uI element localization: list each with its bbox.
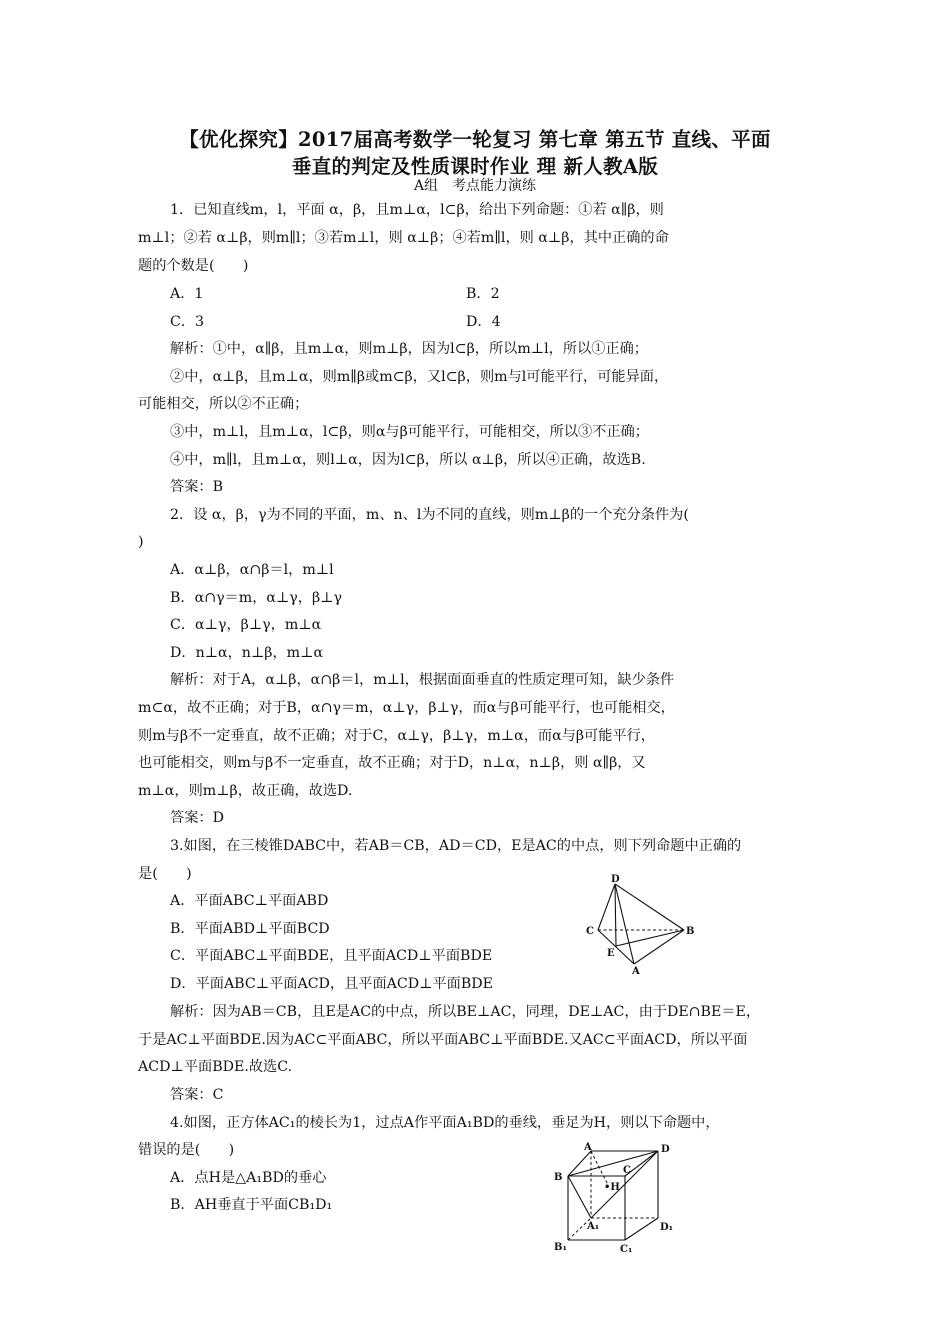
- label-a: A: [632, 966, 640, 977]
- q2-option-b: B．α∩γ＝m，α⊥γ，β⊥γ: [170, 590, 343, 606]
- q3-explanation-line-2: 于是AC⊥平面BDE.因为AC⊂平面ABC，所以平面ABC⊥平面BDE.又AC⊂平面ACD，所以平面: [138, 1032, 748, 1048]
- q2-explanation-line-2: m⊂α，故不正确；对于B，α∩γ＝m，α⊥γ，β⊥γ，而α与β可能平行，也可能相交，: [138, 700, 675, 716]
- q4-stem-line-2: 错误的是( ): [138, 1142, 235, 1158]
- q2-option-a: A．α⊥β，α∩β＝l，m⊥l: [170, 562, 334, 578]
- label-b1: B₁: [554, 1242, 567, 1253]
- label-c: C: [586, 926, 594, 937]
- label-d: D: [611, 874, 620, 885]
- q1-option-d: D．4: [466, 314, 501, 330]
- label-b: B: [686, 926, 695, 937]
- label-a: A: [584, 1142, 592, 1153]
- q3-option-c: C．平面ABC⊥平面BDE，且平面ACD⊥平面BDE: [170, 948, 493, 964]
- q2-stem-line-1: 2．设 α，β，γ为不同的平面，m、n、l为不同的直线，则m⊥β的一个充分条件为(: [170, 507, 689, 523]
- q2-option-c: C．α⊥γ，β⊥γ，m⊥α: [170, 617, 322, 633]
- q2-explanation-line-4: 也可能相交，则m与β不一定垂直，故不正确；对于D，n⊥α，n⊥β，则 α∥β，又: [138, 755, 646, 771]
- q1-explanation-line-1: 解析：①中，α∥β，且m⊥α，则m⊥β，因为l⊂β，所以m⊥l，所以①正确；: [170, 341, 648, 357]
- q3-option-b: B．平面ABD⊥平面BCD: [170, 921, 330, 937]
- label-c: C: [623, 1165, 631, 1176]
- q3-answer: 答案：C: [170, 1087, 224, 1103]
- q3-explanation-line-3: ACD⊥平面BDE.故选C.: [138, 1059, 293, 1075]
- label-e: E: [607, 948, 615, 959]
- q1-explanation-line-4: ③中，m⊥l，且m⊥α，l⊂β，则α与β可能平行，可能相交，所以③不正确；: [170, 424, 649, 440]
- q2-explanation-line-1: 解析：对于A，α⊥β，α∩β＝l，m⊥l，根据面面垂直的性质定理可知，缺少条件: [170, 672, 675, 688]
- pyramid-dabc-figure: [578, 872, 698, 980]
- q3-stem-line-1: 3.如图，在三棱锥DABC中，若AB＝CB，AD＝CD，E是AC的中点，则下列命题中正确的: [170, 838, 742, 854]
- q1-explanation-line-3: 可能相交，所以②不正确；: [138, 396, 309, 412]
- q4-stem-line-1: 4.如图，正方体AC₁的棱长为1，过点A作平面A₁BD的垂线，垂足为H，则以下命题中，: [170, 1115, 720, 1131]
- label-b: B: [554, 1172, 563, 1183]
- q1-stem-line-1: 1．已知直线m，l，平面 α，β，且m⊥α，l⊂β，给出下列命题：①若 α∥β，则: [170, 202, 664, 218]
- label-h: •H: [604, 1182, 620, 1193]
- q1-stem-line-3: 题的个数是( ): [138, 258, 249, 274]
- q2-answer: 答案：D: [170, 810, 224, 826]
- q2-stem-line-2: ): [138, 534, 144, 550]
- group-heading: A组 考点能力演练: [413, 178, 537, 194]
- q3-explanation-line-1: 解析：因为AB＝CB，且E是AC的中点，所以BE⊥AC，同理，DE⊥AC，由于DE∩BE＝E，: [170, 1004, 761, 1020]
- q3-option-a: A．平面ABC⊥平面ABD: [170, 893, 329, 909]
- q2-option-d: D．n⊥α，n⊥β，m⊥α: [170, 645, 324, 661]
- label-d: D: [661, 1144, 670, 1155]
- q1-stem-line-2: m⊥l；②若 α⊥β，则m∥l；③若m⊥l，则 α⊥β；④若m∥l，则 α⊥β，其中正确的命: [138, 230, 669, 246]
- cube-ac1-figure: [548, 1140, 678, 1260]
- q3-stem-line-2: 是( ): [138, 866, 192, 882]
- q1-answer: 答案：B: [170, 479, 223, 495]
- doc-title-line-2: 垂直的判定及性质课时作业 理 新人教A版: [291, 155, 659, 178]
- label-c1: C₁: [620, 1244, 633, 1255]
- q4-option-a: A．点H是△A₁BD的垂心: [170, 1170, 327, 1186]
- label-a1: A₁: [587, 1221, 600, 1232]
- q1-option-a: A．1: [170, 286, 204, 302]
- q4-option-b: B．AH垂直于平面CB₁D₁: [170, 1197, 333, 1213]
- q1-explanation-line-2: ②中，α⊥β，且m⊥α，则m∥β或m⊂β，又l⊂β，则m与l可能平行，可能异面，: [170, 369, 669, 385]
- q1-explanation-line-5: ④中，m∥l，且m⊥α，则l⊥α，因为l⊂β，所以 α⊥β，所以④正确，故选B.: [170, 452, 646, 468]
- doc-title-line-1: 【优化探究】2017届高考数学一轮复习 第七章 第五节 直线、平面: [179, 128, 771, 151]
- q3-option-d: D．平面ABC⊥平面ACD，且平面ACD⊥平面BDE: [170, 976, 494, 992]
- q1-option-b: B．2: [466, 286, 500, 302]
- q2-explanation-line-5: m⊥α，则m⊥β，故正确，故选D.: [138, 783, 353, 799]
- label-d1: D₁: [660, 1222, 674, 1233]
- q1-option-c: C．3: [170, 314, 205, 330]
- q2-explanation-line-3: 则m与β不一定垂直，故不正确；对于C，α⊥γ，β⊥γ，m⊥α，而α与β可能平行，: [138, 728, 655, 744]
